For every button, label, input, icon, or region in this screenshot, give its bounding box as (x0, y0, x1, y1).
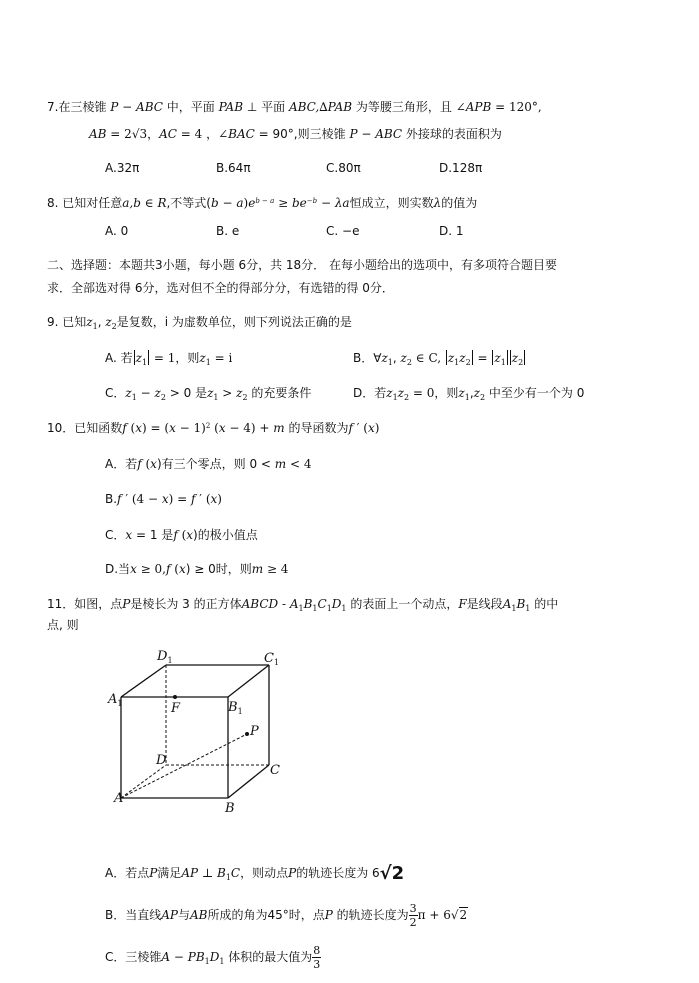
q8-stem: 8. 已知对任意a,b ∈ R,不等式$(b - a)e^{b - a} \ge be^{-b} - \lambda a$恒成立，则实数λ的值为 (47, 196, 478, 210)
cube-figure (105, 645, 305, 817)
q7-option-c: C.80π (326, 161, 361, 175)
label-d: D (156, 753, 167, 768)
label-c: C (270, 763, 280, 778)
point-f-dot (173, 695, 177, 699)
edge-ad-hidden (121, 765, 166, 798)
label-c1: $C_1$ (264, 651, 280, 667)
abs-bar (507, 350, 508, 365)
label-p: P (250, 724, 259, 739)
q10-option-d: D.当x ≥ 0,f (x) ≥ 0时，则m ≥ 4 (105, 562, 289, 576)
q9-option-a: A. 若 $z_1 = 1$，则$z_1 = i$ (105, 351, 233, 367)
q11-option-a: A．若点P满足AP ⊥ $B_1C$，则动点P的轨迹长度为 6√2 (105, 863, 405, 884)
q8-option-a: A. 0 (105, 224, 129, 238)
edge-cb (228, 765, 269, 798)
q10-stem: 10．已知函数f $(x) = (x - 1)^2$ (x − 4) + m 的导函数为f ′ (x) (47, 421, 380, 435)
q11-option-b: B．当直线AP与AB所成的角为45°时，点P 的轨迹长度为 $\frac{3}{2}$ π + 6√2 (105, 902, 468, 929)
q9-option-c: C．$z_1 - z_2 > 0$ 是$z_1 > z_2$ 的充要条件 (105, 386, 312, 402)
fraction-3-2: $\frac{3}{2}$ (409, 902, 417, 929)
q11-option-c: C．三棱锥$A - PB_1D_1$ 体积的最大值为 $\frac{8}{3}$ (105, 944, 321, 971)
q11-line1: 11．如图，点P是棱长为 3 的正方体ABCD - $A_1B_1C_1D_1$ 的表面上一个动点，F是线段$A_1B_1$ 的中 (47, 597, 559, 613)
q8-option-b: B. e (216, 224, 240, 238)
label-f: F (171, 701, 181, 716)
q9-option-b: B．$\forall z_1$, $z_2$ ∈ C, $z_1z_2 = z_1$ $z_2$ (353, 351, 524, 367)
fraction-8-3: $\frac{8}{3}$ (313, 944, 321, 971)
q11-line2: 点, 则 (47, 618, 79, 632)
point-p-dot (245, 732, 249, 736)
q7-line2: AB = 2√3，AC = 4 ，∠BAC = 90°,则三棱锥 P − ABC 外接球的表面积为 (89, 127, 502, 141)
label-b1: $B_1$ (228, 700, 243, 716)
q8-option-c: C. −e (326, 224, 360, 238)
q10-option-a: A．若f (x)有三个零点，则 0 < m < 4 (105, 457, 312, 471)
label-a: A (114, 791, 124, 806)
q7-option-d: D.128π (439, 161, 483, 175)
q10-option-c: C．x = 1 是f (x)的极小值点 (105, 528, 258, 542)
section2-instructions-line1: 二、选择题：本题共3小题，每小题 6分，共 18分． 在每小题给出的选项中，有多项符合题目要 (47, 258, 557, 272)
label-a1: $A_1$ (108, 692, 123, 708)
abs-bar (446, 350, 447, 365)
abs-bar (472, 350, 473, 365)
section2-instructions-line2: 求．全部选对得 6分，选对但不全的得部分分，有选错的得 0分． (47, 281, 394, 295)
label-d1: $D_1$ (157, 649, 173, 665)
q10-option-b: B.f ′ (4 − x) = f ′ (x) (105, 492, 222, 506)
abs-bar (134, 350, 135, 365)
q7-line1: 7.在三棱锥 P − ABC 中，平面 PAB ⊥ 平面 ABC,∆PAB 为等腰三角形，且 ∠APB = 120°, (47, 100, 542, 114)
q7-option-b: B.64π (216, 161, 251, 175)
abs-bar (524, 350, 525, 365)
q7-option-a: A.32π (105, 161, 140, 175)
sqrt-2: √2 (450, 908, 468, 922)
label-b: B (225, 801, 235, 816)
edge-a1d1 (121, 665, 166, 697)
abs-bar (510, 350, 511, 365)
q9-option-d: D．若$z_1z_2 = 0$，则$z_1,z_2$ 中至少有一个为 0 (353, 386, 585, 402)
edge-c1b1 (228, 665, 269, 697)
q8-option-d: D. 1 (439, 224, 464, 238)
abs-bar (148, 350, 149, 365)
q9-stem: 9. 已知$z_1$, $z_2$是复数，i 为虚数单位，则下列说法正确的是 (47, 315, 352, 331)
